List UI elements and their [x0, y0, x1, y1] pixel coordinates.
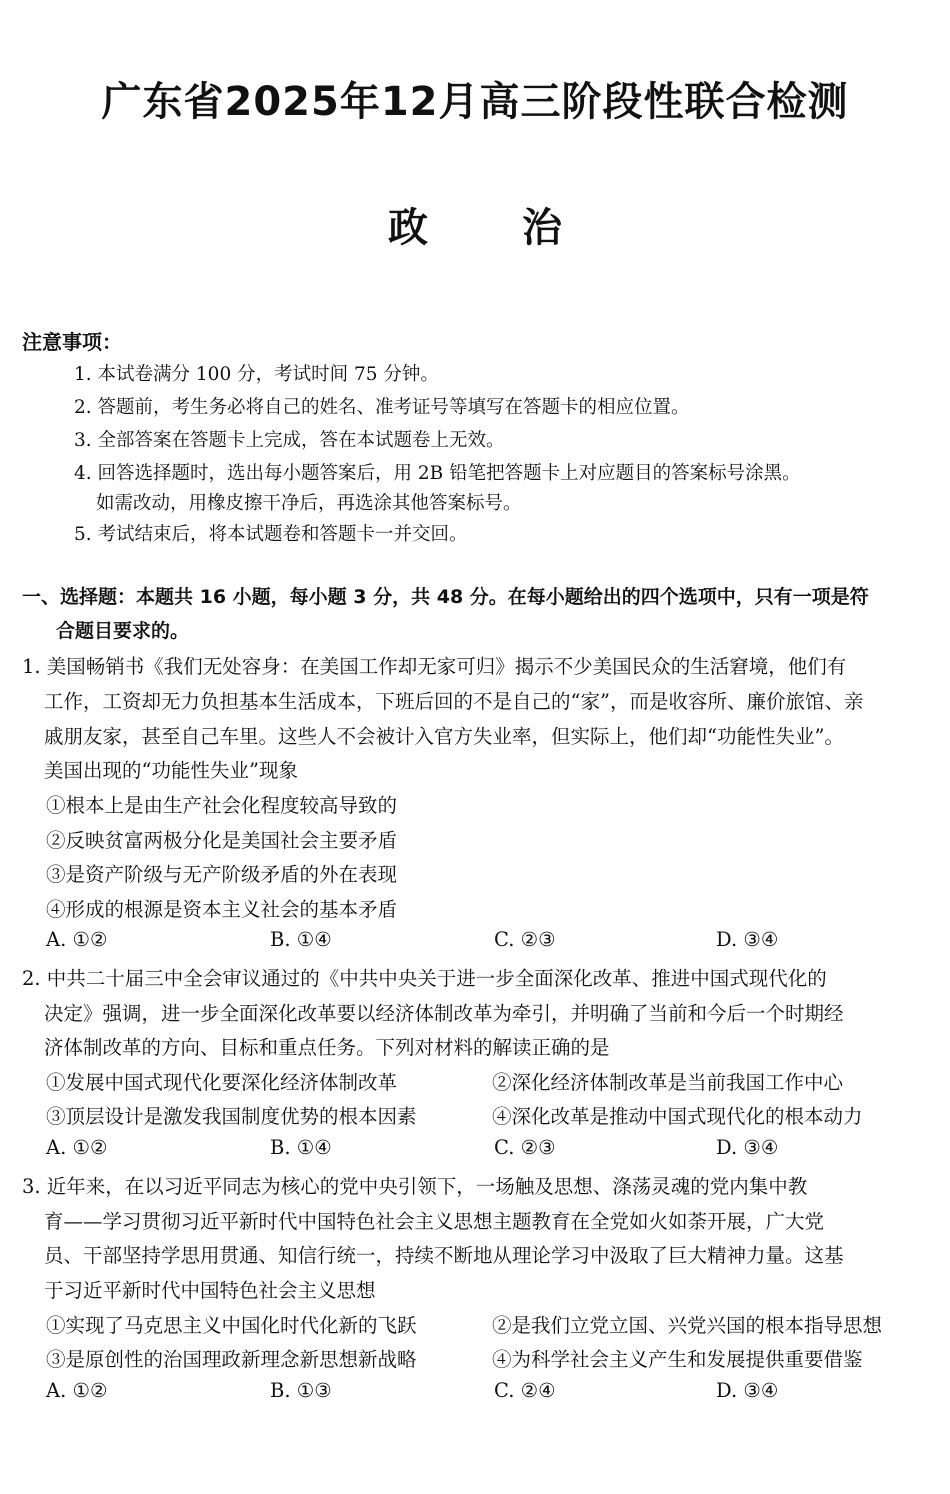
question-2-option: ③顶层设计是激发我国制度优势的根本因素 [46, 1105, 417, 1128]
notice-item: 3. 全部答案在答题卡上完成，答在本试题卷上无效。 [74, 430, 505, 451]
question-3-option: ③是原创性的治国理政新理念新思想新战略 [46, 1348, 417, 1371]
question-1-choice-c: C. ②③ [494, 928, 556, 951]
question-1-stem: 工作，工资却无力负担基本生活成本，下班后回的不是自己的“家”，而是收容所、廉价旅馆、亲 [44, 690, 864, 713]
question-2-stem: 决定》强调，进一步全面深化改革要以经济体制改革为牵引，并明确了当前和今后一个时期经 [44, 1002, 844, 1025]
question-2-option: ②深化经济体制改革是当前我国工作中心 [492, 1071, 844, 1094]
question-3-stem: 3. 近年来，在以习近平同志为核心的党中央引领下，一场触及思想、涤荡灵魂的党内集中教 [22, 1175, 808, 1198]
question-3-choice-c: C. ②④ [494, 1379, 556, 1402]
question-2-choice-c: C. ②③ [494, 1136, 556, 1159]
question-3-option: ①实现了马克思主义中国化时代化新的飞跃 [46, 1314, 417, 1337]
question-1-option: ②反映贫富两极分化是美国社会主要矛盾 [46, 829, 398, 852]
question-1-option: ④形成的根源是资本主义社会的基本矛盾 [46, 898, 398, 921]
exam-title: 广东省2025年12月高三阶段性联合检测 [101, 79, 849, 125]
question-3-stem: 于习近平新时代中国特色社会主义思想 [44, 1279, 376, 1302]
subject-title: 政 治 [388, 205, 562, 251]
question-3-choice-d: D. ③④ [716, 1379, 779, 1402]
question-1-option: ③是资产阶级与无产阶级矛盾的外在表现 [46, 863, 398, 886]
question-1-choice-a: A. ①② [46, 928, 108, 951]
question-3-choice-b: B. ①③ [270, 1379, 332, 1402]
question-2-choice-a: A. ①② [46, 1136, 108, 1159]
notice-item: 5. 考试结束后，将本试题卷和答题卡一并交回。 [74, 524, 468, 545]
question-2-option: ①发展中国式现代化要深化经济体制改革 [46, 1071, 398, 1094]
question-1-choice-b: B. ①④ [270, 928, 332, 951]
question-2-stem: 2. 中共二十届三中全会审议通过的《中共中央关于进一步全面深化改革、推进中国式现代化的 [22, 967, 827, 990]
question-2-choice-b: B. ①④ [270, 1136, 332, 1159]
question-3-option: ④为科学社会主义产生和发展提供重要借鉴 [492, 1348, 863, 1371]
question-2-option: ④深化改革是推动中国式现代化的根本动力 [492, 1105, 863, 1128]
question-1-stem: 1. 美国畅销书《我们无处容身：在美国工作却无家可归》揭示不少美国民众的生活窘境，他们有 [22, 655, 847, 678]
section-heading: 一、选择题：本题共 16 小题，每小题 3 分，共 48 分。在每小题给出的四个选项中，只有一项是符 [22, 586, 869, 608]
notice-item-continued: 如需改动，用橡皮擦干净后，再选涂其他答案标号。 [96, 493, 522, 514]
notice-item: 4. 回答选择题时，选出每小题答案后，用 2B 铅笔把答题卡上对应题目的答案标号涂黑。 [74, 463, 801, 484]
question-3-stem: 员、干部坚持学思用贯通、知信行统一，持续不断地从理论学习中汲取了巨大精神力量。这基 [44, 1244, 844, 1267]
question-2-stem: 济体制改革的方向、目标和重点任务。下列对材料的解读正确的是 [44, 1036, 610, 1059]
question-3-option: ②是我们立党立国、兴党兴国的根本指导思想 [492, 1314, 883, 1337]
question-2-choice-d: D. ③④ [716, 1136, 779, 1159]
question-1-option: ①根本上是由生产社会化程度较高导致的 [46, 794, 398, 817]
question-1-stem: 美国出现的“功能性失业”现象 [44, 759, 298, 782]
notice-heading: 注意事项： [22, 330, 122, 354]
question-1-choice-d: D. ③④ [716, 928, 779, 951]
question-1-stem: 戚朋友家，甚至自己车里。这些人不会被计入官方失业率，但实际上，他们却“功能性失业”。 [44, 725, 844, 748]
notice-item: 2. 答题前，考生务必将自己的姓名、准考证号等填写在答题卡的相应位置。 [74, 397, 690, 418]
section-heading-continued: 合题目要求的。 [56, 620, 190, 642]
notice-item: 1. 本试卷满分 100 分，考试时间 75 分钟。 [74, 364, 439, 385]
question-3-choice-a: A. ①② [46, 1379, 108, 1402]
question-3-stem: 育——学习贯彻习近平新时代中国特色社会主义思想主题教育在全党如火如荼开展，广大党 [44, 1210, 825, 1233]
